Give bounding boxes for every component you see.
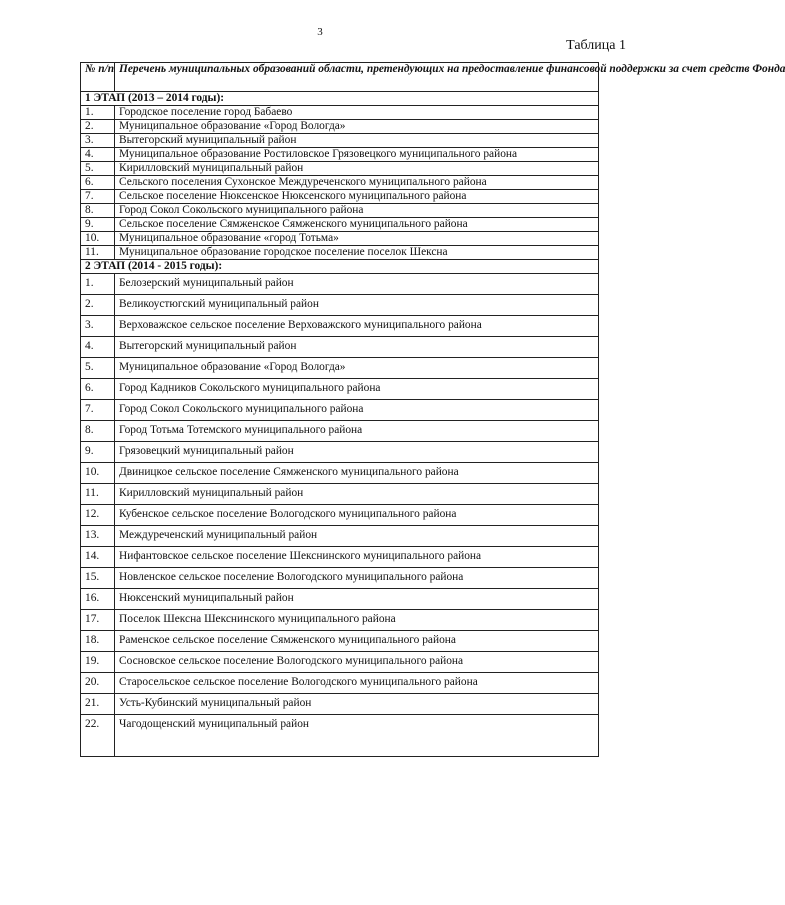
row-number: 20. <box>81 673 115 694</box>
row-name: Кирилловский муниципальный район <box>115 162 599 176</box>
row-number: 5. <box>81 358 115 379</box>
row-name: Муниципальное образование «город Тотьма» <box>115 232 599 246</box>
row-name: Город Кадников Сокольского муниципального района <box>115 379 599 400</box>
row-number: 10. <box>81 232 115 246</box>
row-number: 9. <box>81 442 115 463</box>
row-number: 7. <box>81 400 115 421</box>
row-number: 1. <box>81 106 115 120</box>
row-number: 8. <box>81 204 115 218</box>
stage-2-row <box>81 400 599 421</box>
stage-2-row <box>81 505 599 526</box>
row-name: Двиницкое сельское поселение Сямженского муниципального района <box>115 463 599 484</box>
table-body <box>81 92 599 757</box>
row-number: 12. <box>81 505 115 526</box>
row-name: Чагодощенский муниципальный район <box>115 715 599 757</box>
stage-2-row <box>81 442 599 463</box>
row-number: 22. <box>81 715 115 757</box>
row-name: Муниципальное образование «Город Вологда» <box>115 120 599 134</box>
row-number: 16. <box>81 589 115 610</box>
stage-2-row <box>81 379 599 400</box>
row-number: 2. <box>81 120 115 134</box>
row-number: 13. <box>81 526 115 547</box>
stage-1-title: 1 ЭТАП (2013 – 2014 годы): <box>81 92 599 106</box>
row-name: Муниципальное образование Ростиловское Грязовецкого муниципального района <box>115 148 599 162</box>
row-name: Муниципальное образование городское поселение поселок Шексна <box>115 246 599 260</box>
row-name: Вытегорский муниципальный район <box>115 134 599 148</box>
stage-2-row <box>81 547 599 568</box>
row-number: 6. <box>81 176 115 190</box>
stage-2-row <box>81 463 599 484</box>
row-name: Нюксенский муниципальный район <box>115 589 599 610</box>
header-name: Перечень муниципальных образований области, претендующих на предоставление финансовой поддержки за счет средств Фонда <box>115 63 599 92</box>
municipalities-table <box>80 62 785 757</box>
stage-2-row <box>81 652 599 673</box>
stage-2-row <box>81 358 599 379</box>
row-number: 6. <box>81 379 115 400</box>
stage-1-row <box>81 148 599 162</box>
row-name: Город Сокол Сокольского муниципального района <box>115 400 599 421</box>
stage-2-row <box>81 673 599 694</box>
stage-2-row <box>81 589 599 610</box>
header-num: № п/п <box>81 63 115 92</box>
row-number: 10. <box>81 463 115 484</box>
row-number: 5. <box>81 162 115 176</box>
stage-1-row <box>81 246 599 260</box>
row-name: Поселок Шексна Шекснинского муниципального района <box>115 610 599 631</box>
stage-1-row <box>81 176 599 190</box>
row-number: 11. <box>81 246 115 260</box>
row-number: 7. <box>81 190 115 204</box>
row-name: Усть-Кубинский муниципальный район <box>115 694 599 715</box>
row-name: Новленское сельское поселение Вологодского муниципального района <box>115 568 599 589</box>
row-name: Вытегорский муниципальный район <box>115 337 599 358</box>
stage-2-row <box>81 484 599 505</box>
row-name: Кубенское сельское поселение Вологодского муниципального района <box>115 505 599 526</box>
table-caption: Таблица 1 <box>566 38 626 53</box>
row-number: 2. <box>81 295 115 316</box>
row-name: Кирилловский муниципальный район <box>115 484 599 505</box>
stage-2-row <box>81 526 599 547</box>
row-number: 3. <box>81 316 115 337</box>
stage-1-row <box>81 190 599 204</box>
stage-2-header <box>81 260 599 274</box>
stage-2-row <box>81 337 599 358</box>
row-number: 3. <box>81 134 115 148</box>
row-name: Нифантовское сельское поселение Шекснинского муниципального района <box>115 547 599 568</box>
row-name: Сельское поселение Сямженское Сямженского муниципального района <box>115 218 599 232</box>
row-name: Белозерский муниципальный район <box>115 274 599 295</box>
row-name: Грязовецкий муниципальный район <box>115 442 599 463</box>
row-number: 1. <box>81 274 115 295</box>
row-name: Сельского поселения Сухонское Междуреченского муниципального района <box>115 176 599 190</box>
stage-2-row <box>81 568 599 589</box>
stage-2-row <box>81 316 599 337</box>
stage-2-row <box>81 610 599 631</box>
row-name: Великоустюгский муниципальный район <box>115 295 599 316</box>
stage-2-title: 2 ЭТАП (2014 - 2015 годы): <box>81 260 599 274</box>
row-number: 9. <box>81 218 115 232</box>
row-name: Город Сокол Сокольского муниципального района <box>115 204 599 218</box>
row-number: 21. <box>81 694 115 715</box>
row-name: Муниципальное образование «Город Вологда» <box>115 358 599 379</box>
row-number: 17. <box>81 610 115 631</box>
row-number: 18. <box>81 631 115 652</box>
row-name: Старосельское сельское поселение Вологодского муниципального района <box>115 673 599 694</box>
row-name: Сельское поселение Нюксенское Нюксенского муниципального района <box>115 190 599 204</box>
table-header-row <box>81 63 599 92</box>
row-number: 15. <box>81 568 115 589</box>
stage-1-row <box>81 204 599 218</box>
row-number: 4. <box>81 148 115 162</box>
row-number: 11. <box>81 484 115 505</box>
row-name: Раменское сельское поселение Сямженского муниципального района <box>115 631 599 652</box>
row-name: Верховажское сельское поселение Верховажского муниципального района <box>115 316 599 337</box>
stage-2-row <box>81 274 599 295</box>
row-name: Город Тотьма Тотемского муниципального района <box>115 421 599 442</box>
page-number: 3 <box>317 26 323 38</box>
row-number: 8. <box>81 421 115 442</box>
stage-2-row <box>81 295 599 316</box>
stage-1-row <box>81 134 599 148</box>
row-name: Сосновское сельское поселение Вологодского муниципального района <box>115 652 599 673</box>
stage-2-row <box>81 421 599 442</box>
stage-1-header <box>81 92 599 106</box>
row-number: 14. <box>81 547 115 568</box>
row-name: Междуреченский муниципальный район <box>115 526 599 547</box>
stage-1-row <box>81 218 599 232</box>
row-number: 19. <box>81 652 115 673</box>
row-number: 4. <box>81 337 115 358</box>
stage-1-row <box>81 162 599 176</box>
stage-2-row <box>81 715 599 757</box>
stage-2-row <box>81 694 599 715</box>
stage-1-row <box>81 232 599 246</box>
row-name: Городское поселение город Бабаево <box>115 106 599 120</box>
stage-1-row <box>81 120 599 134</box>
stage-1-row <box>81 106 599 120</box>
stage-2-row <box>81 631 599 652</box>
